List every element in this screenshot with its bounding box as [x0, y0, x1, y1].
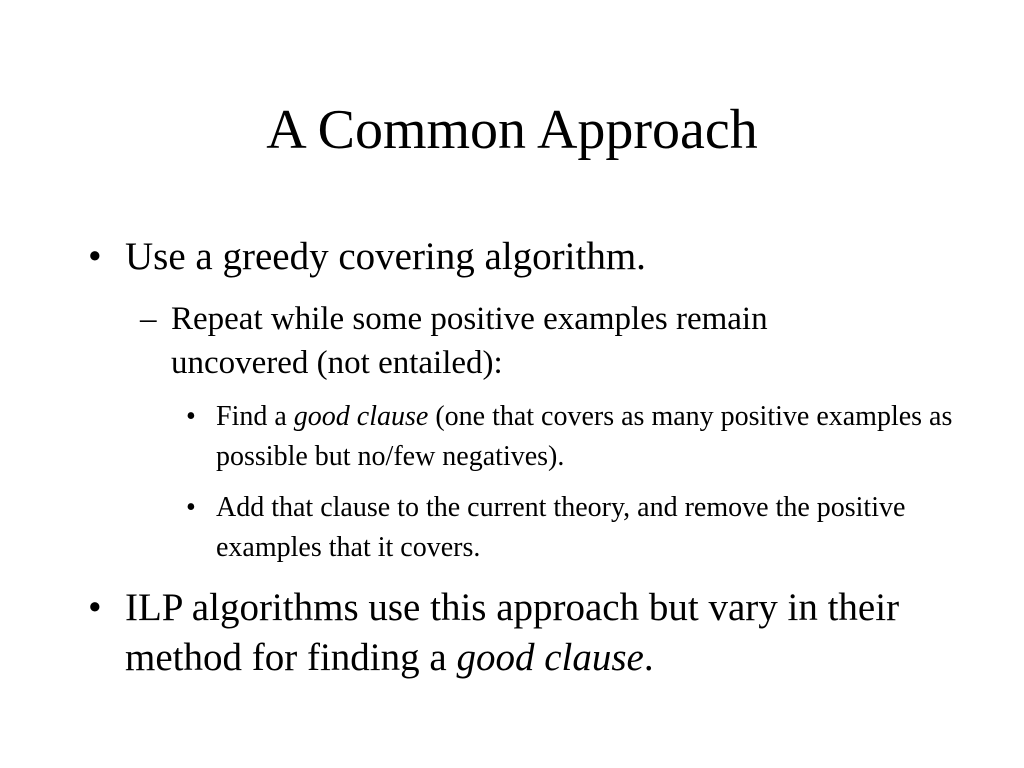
text-suffix: (one that covers as many positive examples as possible but no/few negatives). — [216, 401, 953, 472]
bullet-marker: • — [88, 586, 102, 629]
bullet-marker: • — [88, 235, 102, 278]
sub-sub-bullet-text — [216, 397, 976, 477]
bullet-greedy-covering — [88, 232, 945, 282]
sub-sub-bullet-text: Add that clause to the current theory, and remove the positive examples that it covers. — [216, 492, 906, 563]
sub-bullet-repeat — [140, 297, 911, 385]
bullet-marker: • — [186, 401, 196, 432]
bullet-text — [125, 583, 945, 683]
sub-sub-bullet-find-clause — [186, 397, 976, 477]
slide-title: A Common Approach — [266, 99, 758, 161]
bullet-text: Use a greedy covering algorithm. — [125, 235, 646, 278]
bullet-ilp-algorithms — [88, 583, 945, 683]
sub-sub-bullet-add-clause — [186, 488, 976, 568]
emphasis-good-clause: good clause — [456, 636, 644, 679]
emphasis-good-clause: good clause — [293, 401, 429, 432]
sub-bullet-text: Repeat while some positive examples remain uncovered (not entailed): — [171, 301, 768, 381]
text-prefix: Find a — [216, 401, 294, 432]
bullet-marker: • — [186, 492, 196, 523]
text-suffix: . — [643, 636, 654, 679]
dash-marker: – — [140, 301, 157, 337]
text-prefix: ILP algorithms use this approach but vary in their method for finding a — [125, 586, 900, 679]
